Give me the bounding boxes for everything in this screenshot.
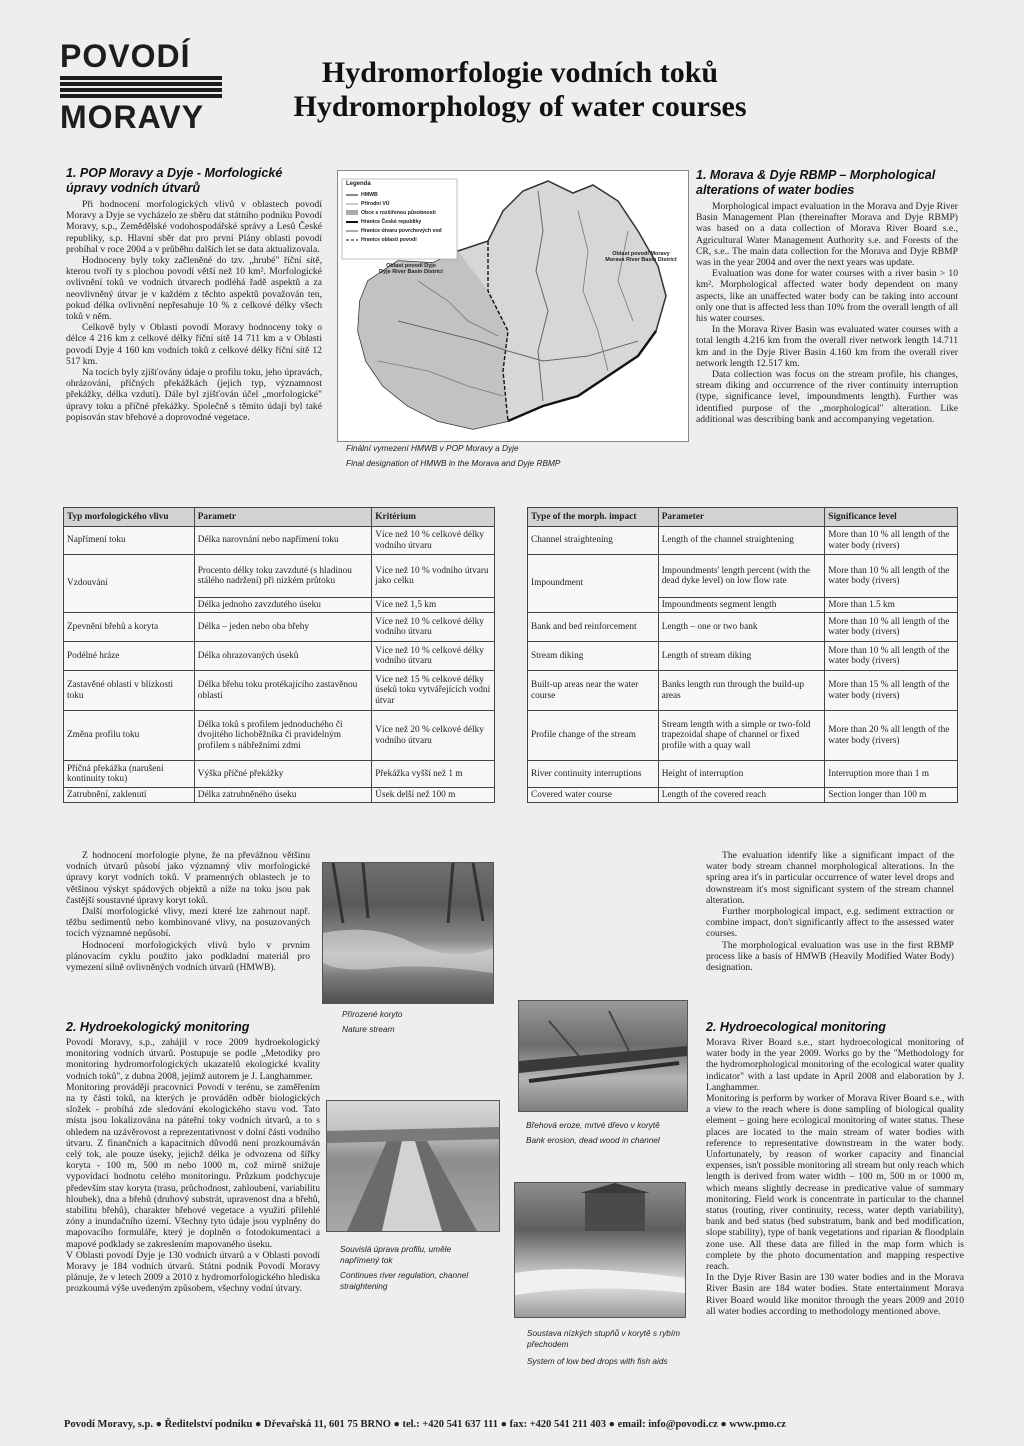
paragraph: Hodnoceny byly toky začleněné do tzv. „hrubé" říční sítě, kterou tvoří ty s plochou povodí větší než 10 km². Morfologické ovlivnění toků ve vodních útvarech podléhá řadě aspektů a za neovlivněný útvar je v každém z těchto aspektů považován ten, pokud délka ovlivnění nepřesahuje 10 % z celkové délky všech toků v něm. [66,255,322,323]
photo-image [519,1001,687,1111]
paragraph: Celkově byly v Oblasti povodí Moravy hodnoceny toky o délce 4 216 km z celkové délky říční sítě 14 711 km a v Oblasti povodí Dyje 4 160 km vodních toků z celkové délky říční sítě 12 517 km. [66,322,322,367]
paragraph: In the Morava River Basin was evaluated water courses with a total length 4.216 km from the overall river network length 14.711 km and in the Dyje River Basin 4.160 km from the overall river network length 12.517 km. [696,324,958,369]
table-cell: Více než 10 % celkové délky vodního útvaru [372,642,495,671]
paragraph: Hodnocení morfologických vlivů bylo v prvním plánovacím cyklu použito jako podkladní materiál pro vymezení silně ovlivněných vodních útvarů (HMWB). [66,939,310,974]
table-cell: More than 10 % all length of the water body (rivers) [825,642,958,671]
table-en [527,507,958,803]
paragraph: Evaluation was done for water courses with a river basin > 10 km². Morphological affected water body dependent on many aspects, like an unaffected water body can be taking into account only one that is affected less than 10% from the overall length of all his water courses. [696,268,958,325]
table-cell: Banks length run through the build-up areas [658,671,825,711]
paragraph: Morava River Board s.e., start hydroecological monitoring of water body in the year 2009. Works go by the "Methodology for the hydromorphological monitoring of the ecological water quality indicator" with a last update in April 2008 and elaboration by J. Langhammer. [706,1037,964,1093]
footer-address: Dřevařská 11, 601 75 BRNO [263,1419,391,1430]
section2-cz-heading: 2. Hydroekologický monitoring [66,1020,250,1034]
map-label-morava: Oblast povodí Moravy Morava River Basin District [605,251,677,263]
table-cell: Length – one or two bank [658,613,825,642]
table-cell: Impoundments' length percent (with the dead dyke level) on low flow rate [658,555,825,598]
legend-item: Hranice útvaru povrchových vod [361,228,442,234]
table-cell: Délka břehu toku protékajícího zastavěnou oblastí [194,671,372,711]
summary-en [706,850,954,973]
table-cell: More than 20 % all length of the water body (rivers) [825,711,958,761]
paragraph: Další morfologické vlivy, mezi které lze zahrnout např. těžbu sedimentů nebo kombinované vlivy, na posuzovaných tocích významné nepůsobí. [66,906,310,940]
table-cell: More than 10 % all length of the water body (rivers) [825,527,958,555]
table-cell: More than 10 % all length of the water body (rivers) [825,555,958,598]
table-cell: Délka toků s profilem jednoduchého či dvojitého lichoběžníka či pravidelným profilem s nábřežními zdmi [194,711,372,761]
table-cell: Length of the covered reach [658,788,825,803]
table-cell: More than 15 % all length of the water body (rivers) [825,671,958,711]
section1-en-heading: 1. Morava & Dyje RBMP – Morphological alterations of water bodies [696,168,936,197]
logo-line1: POVODÍ [60,38,191,74]
table-cell: Více než 10 % celkové délky vodního útvaru [372,527,495,555]
table-cell: Impoundments segment length [658,598,825,613]
paragraph: Při hodnocení morfologických vlivů v oblastech povodí Moravy a Dyje se vycházelo ze sběru dat státního podniku Povodí Moravy, s.p., Zemědělské vodohospodářské správy a Lesů České republiky, s.p. Hlavní sběr dat pro první Plány oblasti povodí probíhal v roce 2004 a v průběhu dalších let se data aktualizovala. [66,199,322,255]
table-cell: Délka jednoho zavzdutého úseku [194,598,372,613]
photo-channel-straightening [326,1100,500,1232]
table-row [528,761,958,788]
table-row [64,788,495,803]
table-cell: Section longer than 100 m [825,788,958,803]
table-row [528,555,958,598]
footer-org: Povodí Moravy, s.p. [64,1419,153,1430]
table-cell: Délka – jeden nebo oba břehy [194,613,372,642]
table-cell: Délka zatrubněného úseku [194,788,372,803]
table-cell: Napřímení toku [64,527,195,555]
map-label-dyje: Oblast povodí Dyje Dyje River Basin District [379,263,443,275]
photo2-caption-cz: Souvislá úprava profilu, uměle napřímený tok [340,1244,452,1265]
legend-item: Přírodní VÚ [361,201,390,207]
table-cell: Zpevnění břehů a koryta [64,613,195,642]
section2-cz [66,1020,320,1295]
photo3-caption-en: Bank erosion, dead wood in channel [526,1135,660,1145]
footer-hq: Ředitelství podniku [164,1419,253,1430]
footer-email[interactable]: email: info@povodi.cz [617,1419,718,1430]
table-cell: Délka narovnání nebo napřímení toku [194,527,372,555]
table-row [64,613,495,642]
table-cell: River continuity interruptions [528,761,659,788]
footer-web[interactable]: www.pmo.cz [729,1419,786,1430]
map-caption-en: Final designation of HMWB in the Morava and Dyje RBMP [346,458,561,468]
photo1-caption-cz: Přirozené koryto [342,1009,403,1019]
table-cell: Bank and bed reinforcement [528,613,659,642]
map-caption-cz: Finální vymezení HMWB v POP Moravy a Dyje [346,443,519,453]
photo1-caption-en: Nature stream [342,1024,395,1034]
table-cell: Podélné hráze [64,642,195,671]
table-row [528,527,958,555]
photo-nature-stream [322,862,494,1004]
legend-item: HMWB [361,192,378,198]
table-cell: Stream length with a simple or two-fold trapezoidal shape of channel or fixed profile with a quay wall [658,711,825,761]
summary-cz [66,850,310,973]
bullet-icon: ● [608,1419,618,1430]
map-legend-title: Legenda [346,181,371,187]
table-cell: More than 1.5 km [825,598,958,613]
logo-waves [60,76,222,98]
photo4-caption-cz: Soustava nízkých stupňů v korytě s rybím přechodem [527,1328,681,1349]
table-row [64,642,495,671]
bullet-icon: ● [500,1419,510,1430]
bullet-icon: ● [155,1419,165,1430]
table-cell: Profile change of the stream [528,711,659,761]
table-cell: Zatrubnění, zaklenutí [64,788,195,803]
table-cell: Více než 15 % celkové délky úseků toku vytvářejících vodní útvar [372,671,495,711]
table-header: Parameter [658,508,825,527]
table-cell: Výška příčné překážky [194,761,372,788]
table-cell: Channel straightening [528,527,659,555]
table-cell: Interruption more than 1 m [825,761,958,788]
table-cell: Více než 10 % celkové délky vodního útvaru [372,613,495,642]
paragraph: The morphological evaluation was use in the first RBMP process like a basis of HMWB (Heavily Modified Water Body) designation. [706,939,954,974]
logo [60,40,222,150]
table-cell: Height of interruption [658,761,825,788]
photo-image [323,863,493,1003]
table-cell: Délka ohrazovaných úseků [194,642,372,671]
table-cell: Procento délky toku zavzduté (s hladinou stálého nadržení) při nízkém průtoku [194,555,372,598]
photo3-caption-cz: Břehová eroze, mrtvé dřevo v korytě [526,1120,660,1130]
bullet-icon: ● [393,1419,403,1430]
table-row [528,613,958,642]
title-english: Hydromorphology of water courses [293,90,747,123]
table-row [64,555,495,598]
table-header-row [64,508,495,527]
table-header: Typ morfologického vlivu [64,508,195,527]
map-legend-items [361,191,442,245]
paragraph: The evaluation identify like a significant impact of the water body stream channel morphological alterations. In the spring area it's in particular occurrence of water level drops and downstream it's most significant system of the stream channel alteration. [706,850,954,906]
paragraph: Z hodnocení morfologie plyne, že na převážnou většinu vodních útvarů působí jako významný vliv morfologické úpravy koryt vodních toků. V pramenných oblastech je to většinou výskyt spádových objektů a níže na toku jsou pak častější soustavné úpravy koryt toků. [66,850,310,906]
photo-image [327,1101,499,1231]
table-cell: Length of the channel straightening [658,527,825,555]
table-cell: Více než 10 % vodního útvaru jako celku [372,555,495,598]
section2-en [706,1020,964,1317]
table-cell: Stream diking [528,642,659,671]
table-row [528,711,958,761]
paragraph: Monitoring provádějí pracovníci Povodí v terénu, se zaměřením na ty části toků, na kterých je prováděn odběr biologických složek - probíhá zde sledování ekologického stavu vod. Tato místa jsou lokalizována na páteřní toky vodních útvarů, a to s ohledem na uzávěrovost a reprezentativnost v dolní části vodního útvaru. Z finančních a kapacitních důvodů není prozkoumáván celý tok, ale pouze úseky, jejichž délka je odvozena od šířky koryta - 100 m, 500 m nebo 1000 m, což mírně snižuje vypovídací hodnotu celého monitoringu. Průzkum podchycuje především stav koryta (trasu, průchodnost, zahloubení, variabilitu hloubek), dna a břehů (druhový substrát, upravenost dna a břehů, stabilitu břehů), charakter břehové vegetace a využití přilehlé zóny a inundačního území. Všechny tyto údaje jsou vyplněny do mapovacího formuláře, který je doplněn o fotodokumentaci a mapové podklady se zakreslením mapovaného úseku. [66,1081,320,1250]
table-cz [63,507,495,803]
section1-en [696,168,958,425]
table-row [64,761,495,788]
table-row [64,711,495,761]
photo-bed-drops [514,1182,686,1318]
table-cell: Příčná překážka (narušení kontinuity toku) [64,761,195,788]
section2-en-heading: 2. Hydroecological monitoring [706,1020,886,1034]
table-cell: Zastavěné oblasti v blízkosti toku [64,671,195,711]
table-cell: Built-up areas near the water course [528,671,659,711]
table-row [528,671,958,711]
table-row [64,527,495,555]
table-header: Significance level [825,508,958,527]
footer-fax: fax: +420 541 211 403 [509,1419,606,1430]
photo-image [515,1183,685,1317]
table-header: Type of the morph. impact [528,508,659,527]
legend-item: Hranice oblastí povodí [361,237,417,243]
table-cell: Více než 1,5 km [372,598,495,613]
section1-cz [66,166,322,423]
photo2-caption-en: Continues river regulation, channel straightening [340,1270,469,1291]
section1-en-text [696,201,958,425]
paragraph: Further morphological impact, e.g. sediment extraction or combine impact, don't significantly affect to the assessed water courses. [706,906,954,940]
table-cell: Impoundment [528,555,659,613]
table-cell: More than 10 % all length of the water body (rivers) [825,613,958,642]
paragraph: Na tocích byly zjišťovány údaje o profilu toku, jeho úpravách, ohrázování, příčných překážkách (jejich typ, významnost překážky, délka vzdutí). Dále byl zjišťován účel „morfologické" úpravy toku a příčné překážky. Společně s těmito údaji byl také popisován stav břehové a doprovodné vegetace. [66,367,322,423]
paragraph: Data collection was focus on the stream profile, his changes, stream diking and occurrence of the river continuity interruption (type, significance level, impoundments length). Further was identified purpose of the „morphological" alteration. Like additional was describing bank and accompanying vegetation. [696,369,958,425]
table-header: Kritérium [372,508,495,527]
table-cell: Překážka vyšší než 1 m [372,761,495,788]
table-cell: Covered water course [528,788,659,803]
section1-cz-heading: 1. POP Moravy a Dyje - Morfologické úpravy vodních útvarů [66,166,283,195]
legend-item: Hranice České republiky [361,219,422,225]
paragraph: In the Dyje River Basin are 130 water bodies and in the Morava River Basin are 184 water bodies. State entertainment Morava River Board would like monitor through the years 2009 and 2010 all water bodies according to methodology mentioned above. [706,1272,964,1317]
paragraph: Povodí Moravy, s.p., zahájil v roce 2009 hydroekologický monitoring vodních útvarů. Postupuje se podle „Metodiky pro monitoring hydromorfologických ukazatelů ekologické kvality vodních toků", z dubna 2008, jejímž autorem je J. Langhammer. [66,1037,320,1082]
legend-item: Obce s rozšířenou působností [361,210,436,216]
map-figure [337,170,689,442]
table-row [528,642,958,671]
table-cell: Length of stream diking [658,642,825,671]
table-cell: Úsek delší než 100 m [372,788,495,803]
section2-en-text [706,1037,964,1317]
table-header-row [528,508,958,527]
paragraph: V Oblasti povodí Dyje je 130 vodních útvarů a v Oblasti povodí Moravy je 184 vodních útvarů. Státní podnik Povodí Moravy plánuje, že v letech 2009 a 2010 z hydromorfologického hlediska prozkoumá výše uvedeným způsobem, všechny vodní útvary. [66,1249,320,1295]
table-cell: Změna profilu toku [64,711,195,761]
paragraph: Morphological impact evaluation in the Morava and Dyje River Basin Management Plan (thereinafter Morava and Dyje RBMP) was based on a data collection of Morava River Board s.e., Agricultural Water Management Authority s.e. and Forests of the CR, s.e.. The main data collection for the Morava and Dyje RBMP was in the year 2004 and over the next years was update. [696,201,958,269]
footer [64,1419,964,1430]
bullet-icon: ● [720,1419,730,1430]
photo4-caption-en: System of low bed drops with fish aids [527,1356,668,1366]
logo-line2: MORAVY [60,99,205,135]
table-row [528,788,958,803]
table-header: Parametr [194,508,372,527]
bullet-icon: ● [255,1419,264,1430]
footer-tel: tel.: +420 541 637 111 [402,1419,498,1430]
section1-cz-text [66,199,322,423]
table-cell: Více než 20 % celkové délky vodního útvaru [372,711,495,761]
paragraph: Monitoring is perform by worker of Morava River Board s.e., with a view to the reach where is done sampling of biological quality element – going here ecological monitoring of water status. These places are located to the main stream of water bodies with reference to representative downstream in the water body. Unfortunately, by reason of worker capacity and financial expenses, isn't possible monitoring all stream but only reach which length is derived from water width – 100 m, 500 m or 1000 m, which means slightly decrease in predicative value of summary monitoring. Field work is concentrate in particular to the channel status (routing, river continuity, recess, water depth variability), bank and bed status (bed substratum, bank and bed modification, slope stability), type of bank vegetations and riparian & floodplain zone use. All these data are filled in the map form which is complete by the photo documentation and mapping respective reach. [706,1093,964,1273]
photo-bank-erosion [518,1000,688,1112]
table-row [64,671,495,711]
table-cell: Vzdouvání [64,555,195,613]
title-czech: Hydromorfologie vodních toků [321,56,719,89]
section2-cz-text [66,1037,320,1295]
